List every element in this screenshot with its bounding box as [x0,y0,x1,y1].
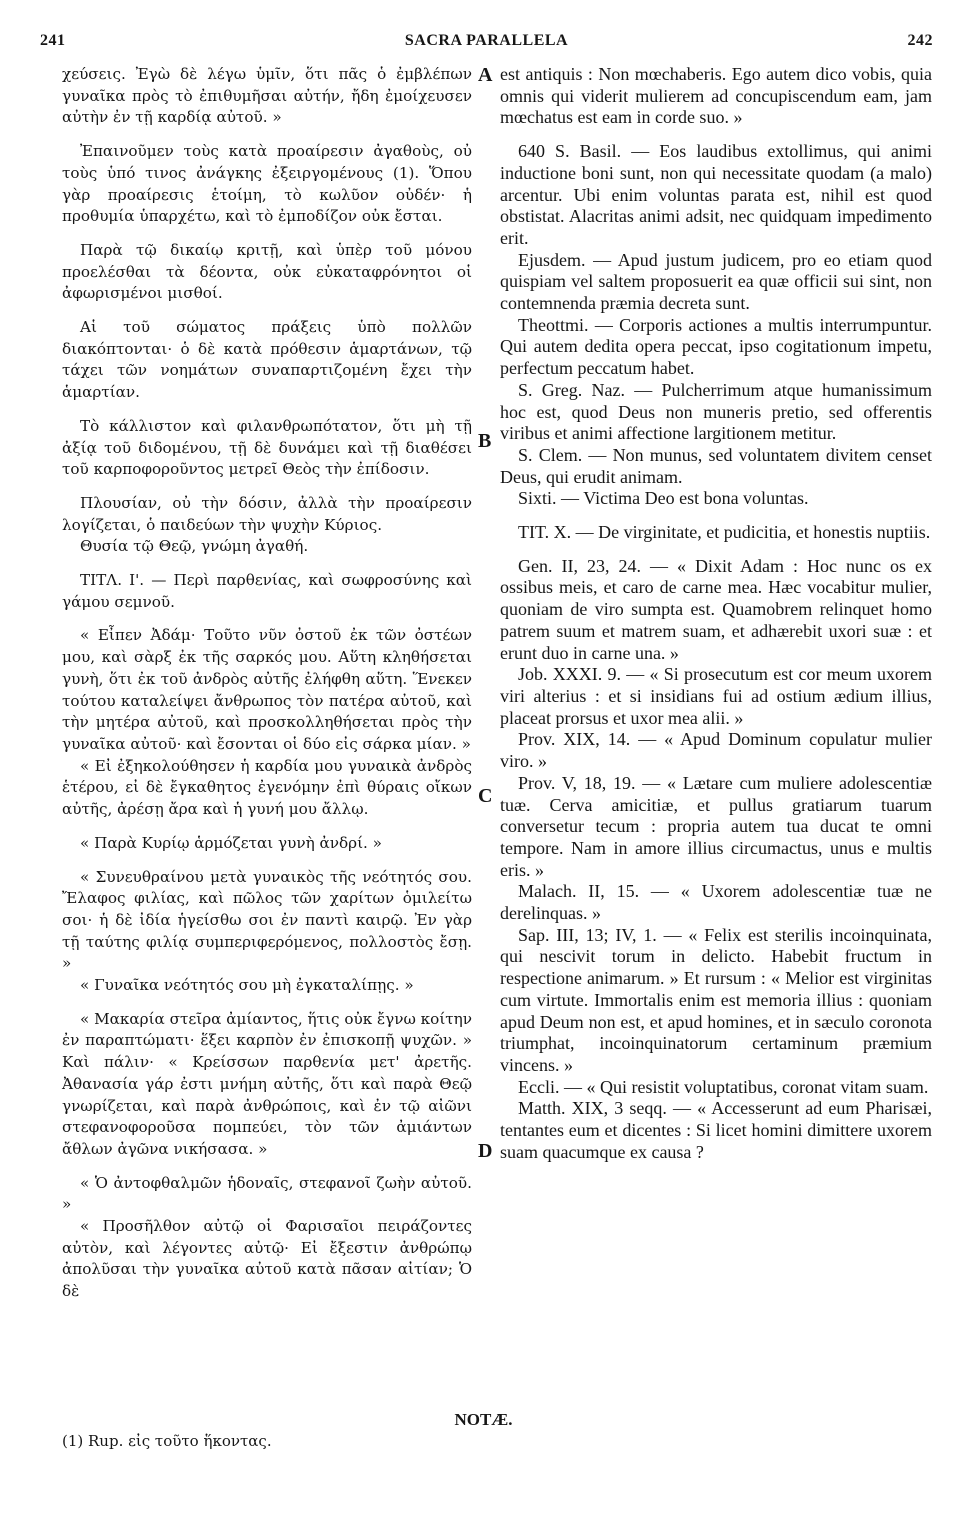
margin-letter-d: D [478,1140,493,1162]
greek-paragraph: χεύσεις. Ἐγὼ δὲ λέγω ὑμῖν, ὅτι πᾶς ὁ ἐμβλέπων γυναῖκα πρὸς τὸ ἐπιθυμῆσαι αὐτήν, ἤδη ἐμοίχευσεν αὐτὴν ἐν τῇ καρδίᾳ αὐτοῦ. » [62,65,472,127]
greek-paragraph: « Συνευθραίνου μετὰ γυναικὸς τῆς νεότητός σου. Ἔλαφος φιλίας, καὶ πῶλος τῶν χαρίτων ὁμιλείτω σοι· ἡ δὲ ἰδία ἡγείσθω σοι ἐν παντὶ καιρῷ. Ἐν γὰρ τῇ ταύτης φιλίᾳ συμπεριφερόμενος, πολλοστὸς ἔσῃ. » [62,867,472,973]
greek-paragraph: Θυσία τῷ Θεῷ, γνώμη ἀγαθή. [80,537,309,556]
margin-letter-c: C [478,785,493,807]
latin-paragraph: Job. XXXI. 9. — « Si prosecutum est cor meum uxorem viri alterius : et si insidians fui ad ostium ædium illius, placeat prorsus et uxor mea alii. » [500,664,932,728]
latin-paragraph: Malach. II, 15. — « Uxorem adolescentiæ tuæ ne derelinquas. » [500,881,932,924]
greek-paragraph: « Εἰ ἐξηκολούθησεν ἡ καρδία μου γυναικὰ ἀνδρὸς ἑτέρου, εἰ δὲ ἔγκαθητος ἐγενόμην ἐπὶ θύραις οἴκων αὐτῆς, ἀρέσῃ ἄρα καὶ ἡ γυνή μου ἄλλῳ. [62,756,472,819]
latin-paragraph: Sap. III, 13; IV, 1. — « Felix est sterilis incoinquinata, qui nescivit torum in delicto. Habebit fructum in respectione animarum. » Et rursum : « Melior est virginitas cum virtute. Immortalis enim est memoria illius : quoniam apud Deum non est, et apud homines, et in sæculo coronota triumphat, incoinquinatorum certaminum præmium vincens. » [500,924,932,1075]
greek-paragraph: « Προσῆλθον αὐτῷ οἱ Φαρισαῖοι πειράζοντες αὐτὸν, καὶ λέγοντες αὐτῷ· Εἰ ἔξεστιν ἀνθρώπῳ ἀπολῦσαι τὴν γυναῖκα αὐτοῦ κατὰ πᾶσαν αἰτίαν; Ὁ δὲ [62,1217,472,1301]
greek-paragraph: Αἱ τοῦ σώματος πράξεις ὑπὸ πολλῶν διακόπτονται· ὁ δὲ κατὰ πρόθεσιν ἁμαρτάνων, τῷ τάχει τῶν νοημάτων συναπαρτιζομένη ἔχει τὴν ἁμαρτίαν. [62,318,472,402]
margin-letter-b: B [478,430,492,452]
left-page-number: 241 [40,32,66,49]
greek-paragraph: « Παρὰ Κυρίῳ ἁρμόζεται γυνὴ ἀνδρί. » [80,833,382,852]
latin-paragraph: Prov. V, 18, 19. — « Lætare cum muliere adolescentiæ tuæ. Cerva amicitiæ, et pullus gratiarum tuarum conversetur tecum : propria autem tua ducat te omni tempore. Nam in amore illius circumactus, unus e multis eris. » [500,772,932,880]
notes-heading: NOTÆ. [454,1410,513,1429]
latin-paragraph: S. Greg. Naz. — Pulcherrimum atque humanissimum hoc est, quod Deus non muneris pretio, sed offerentis viribus et animi affectione largitionem metitur. [500,379,932,444]
running-title: SACRA PARALLELA [404,32,569,49]
latin-paragraph: Theottmi. — Corporis actiones a multis interrumpuntur. Qui autem dedita opera peccat, ipso cogitationum impetu, perfectum peccatum habet. [500,314,932,379]
latin-paragraph: Eccli. — « Qui resistit voluptatibus, coronat vitam suam. [518,1076,929,1097]
latin-paragraph: Prov. XIX, 14. — « Apud Dominum copulatur mulier viro. » [500,729,932,772]
greek-paragraph: « Ὁ ἀντοφθαλμῶν ἡδοναῖς, στεφανοῖ ζωὴν αὐτοῦ. » [62,1173,472,1214]
margin-letter-a: A [478,64,493,86]
greek-paragraph: Πλουσίαν, οὐ τὴν δόσιν, ἀλλὰ τὴν προαίρεσιν λογίζεται, ὁ παιδεύων τὴν ψυχὴν Κύριος. [62,493,472,534]
latin-paragraph: est antiquis : Non mœchaberis. Ego autem dico vobis, quia omnis qui viderit mulierem ad concupiscendum eam, jam mœchatus est eam in corde suo. » [500,64,932,128]
latin-paragraph: Ejusdem. — Apud justum judicem, pro eo etiam quod quispiam vel saltem proposuerit ea quæ officii sui sint, non contemnenda præmia decreta sunt. [500,249,932,314]
latin-title-heading: TIT. X. — De virginitate, et pudicitia, et honestis nuptiis. [518,522,931,543]
greek-column [62,64,472,1315]
greek-paragraph: Παρὰ τῷ δικαίῳ κριτῇ, καὶ ὑπὲρ τοῦ μόνου προελέσθαι τὰ δέοντα, οὐκ εὐκαταφρόνητοι οἱ ἀφωρισμένοι μισθοί. [62,240,472,303]
footnote: (1) Rup. εἰς τοῦτο ἥκοντας. [62,1432,272,1450]
greek-paragraph: « Μακαρία στεῖρα ἀμίαντος, ἥτις οὐκ ἔγνω κοίτην ἐν παραπτώματι· ἕξει καρπὸν ἐν ἐπισκοπῇ ψυχῶν. » Καὶ πάλιν· « Κρείσσων παρθενία μετ' ἀρετῆς. Ἀθανασία γάρ ἐστι μνήμη αὐτῆς, ὅτι καὶ παρὰ Θεῷ γνωρίζεται, καὶ παρὰ ἀνθρώποις, καὶ ἐν τῷ αἰῶνι στεφανοφοροῦσα πομπεύει, τὸν τῶν ἀμιάντων ἄθλων ἀγῶνα νικήσασα. » [62,1009,473,1158]
greek-paragraph: « Γυναῖκα νεότητός σου μὴ ἐγκαταλίπῃς. » [80,976,414,995]
greek-paragraph: Ἐπαινοῦμεν τοὺς κατὰ προαίρεσιν ἀγαθοὺς, οὐ τοὺς ὑπό τινος ἀνάγκης ἐξειργομένους (1). Ὅπου γὰρ προαίρεσις ἑτοίμη, τὸ κωλῦον οὐδέν· ἡ προθυμία ὑπαρχέτω, καὶ τὸ ἐμποδίζον οὐκ ἔσται. [62,142,472,226]
latin-paragraph: 640 S. Basil. — Eos laudibus extollimus, qui animi inductione boni sunt, non qui necessitate quodam (a malo) arcentur. Ubi enim voluntas parata est, nihil est quod obstistat. Alacritas animi adsit, nec quidquam impedimento erit. [500,141,932,248]
running-header [40,32,933,56]
latin-paragraph: S. Clem. — Non munus, sed voluntatem divitem censet Deus, qui erudit animam. [500,444,932,487]
greek-paragraph: Τὸ κάλλιστον καὶ φιλανθρωπότατον, ὅτι μὴ τῇ ἀξίᾳ τοῦ διδομένου, τῇ δὲ δυνάμει καὶ τῇ διαθέσει τοῦ καρποφοροῦντος μετρεῖ Θεὸς τὴν ἐπίδοσιν. [62,416,472,479]
latin-paragraph: Sixti. — Victima Deo est bona voluntas. [518,488,809,509]
latin-column [500,64,932,1163]
right-page-number: 242 [907,32,933,49]
greek-paragraph: « Εἶπεν Ἀδάμ· Τοῦτο νῦν ὀστοῦ ἐκ τῶν ὀστέων μου, καὶ σὰρξ ἐκ τῆς σαρκός μου. Αὕτη κληθήσεται γυνὴ, ὅτι ἐκ τοῦ ἀνδρὸς αὐτῆς ἐλήφθη αὕτη. Ἕνεκεν τούτου καταλείψει ἄνθρωπος τὸν πατέρα αὐτοῦ, καὶ τὴν μητέρα αὐτοῦ, καὶ προσκολληθήσεται πρὸς τὴν γυναῖκα αὐτοῦ· καὶ ἔσονται οἱ δύο εἰς σάρκα μίαν. » [62,626,472,753]
greek-title-heading: ΤΙΤΛ. Ι'. — Περὶ παρθενίας, καὶ σωφροσύνης καὶ γάμου σεμνοῦ. [62,571,472,611]
latin-paragraph: Matth. XIX, 3 seqq. — « Accesserunt ad eum Pharisæi, tentantes eum et dicentes : Si licet homini dimittere uxorem suam quacumque ex causa ? [500,1098,932,1162]
latin-paragraph: Gen. II, 23, 24. — « Dixit Adam : Hoc nunc os ex ossibus meis, et caro de carne mea. Hæc vocabitur mulier, quoniam de viro sumpta est. Quamobrem relinquet homo patrem suum et matrem suam, et adhærebit uxori suæ : et erunt duo in carne una. » [500,555,932,663]
